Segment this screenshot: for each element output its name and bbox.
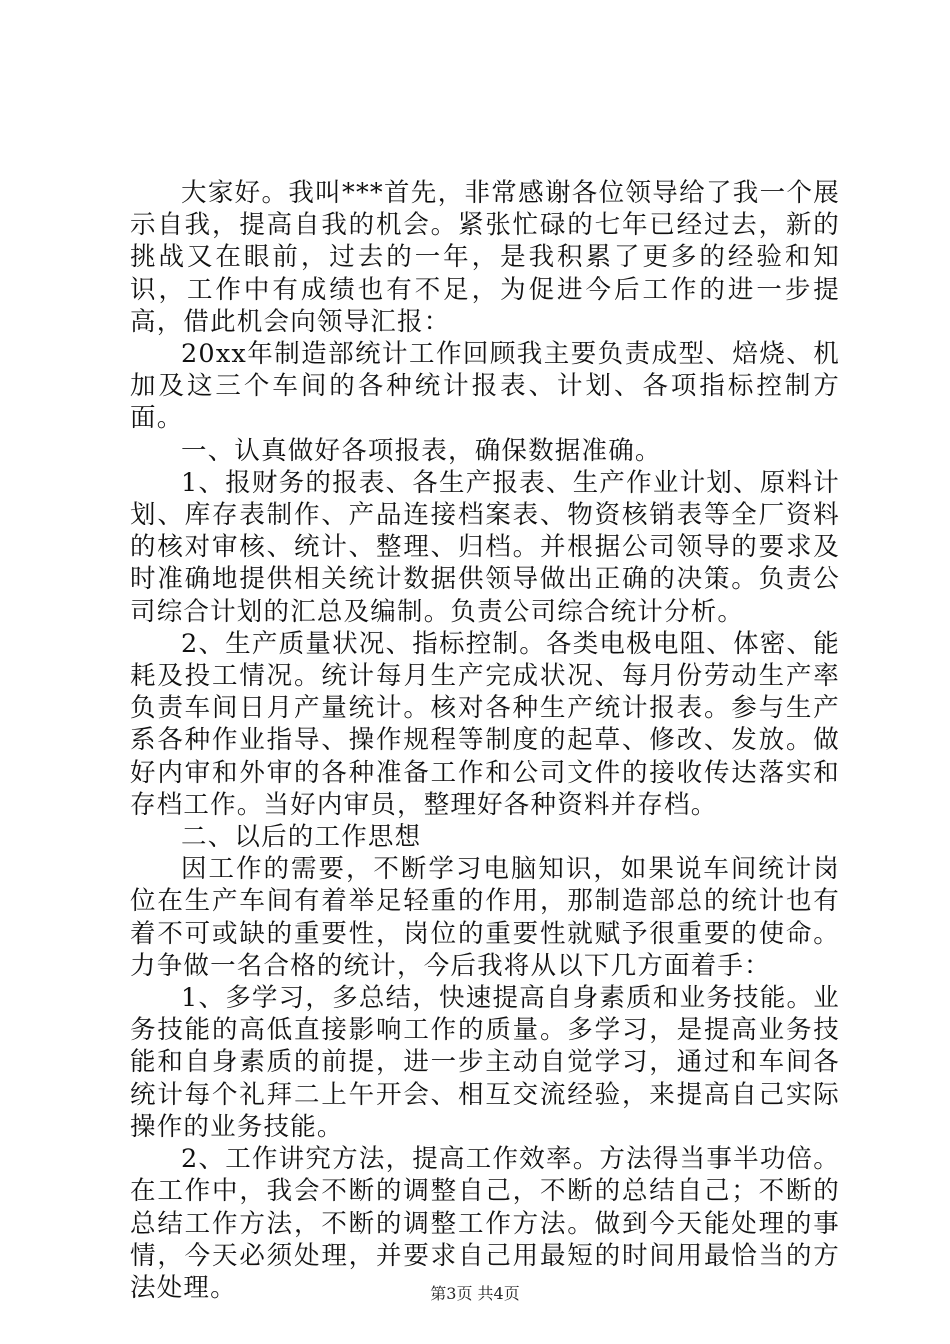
paragraph-greeting: 大家好。我叫***首先，非常感谢各位领导给了我一个展示自我，提高自我的机会。紧张忙碌的七年已经过去，新的挑战又在眼前，过去的一年，是我积累了更多的经验和知识，工作中有成绩也有不足，为促进今后工作的进一步提高，借此机会向领导汇报：: [130, 178, 840, 337]
page-number-footer: 第3页 共4页: [430, 1284, 520, 1303]
paragraph-item-2-1: 1、多学习，多总结，快速提高自身素质和业务技能。业务技能的高低直接影响工作的质量。多学习，是提高业务技能和自身素质的前提，进一步主动自觉学习，通过和车间各统计每个礼拜二上午开会、相互交流经验，来提高自己实际操作的业务技能。: [130, 983, 840, 1142]
paragraph-section-2-intro: 因工作的需要，不断学习电脑知识，如果说车间统计岗位在生产车间有着举足轻重的作用，那制造部总的统计也有着不可或缺的重要性，岗位的重要性就赋予很重要的使命。力争做一名合格的统计，今后我将从以下几方面着手：: [130, 854, 840, 981]
heading-section-1: 一、认真做好各项报表，确保数据准确。: [181, 435, 662, 466]
paragraph-item-1-2: 2、生产质量状况、指标控制。各类电极电阻、体密、能耗及投工情况。统计每月生产完成状况、每月份劳动生产率负责车间日月产量统计。核对各种生产统计报表。参与生产系各种作业指导、操作规程等制度的起草、修改、发放。做好内审和外审的各种准备工作和公司文件的接收传达落实和存档工作。当好内审员，整理好各种资料并存档。: [130, 628, 840, 820]
paragraph-item-1-1: 1、报财务的报表、各生产报表、生产作业计划、原料计划、库存表制作、产品连接档案表、物资核销表等全厂资料的核对审核、统计、整理、归档。并根据公司领导的要求及时准确地提供相关统计数据供领导做出正确的决策。负责公司综合计划的汇总及编制。负责公司综合统计分析。: [130, 467, 840, 627]
document-body: [130, 177, 840, 1304]
heading-section-2: 二、以后的工作思想: [181, 822, 422, 853]
paragraph-review: 20xx年制造部统计工作回顾我主要负责成型、焙烧、机加及这三个车间的各种统计报表、计划、各项指标控制方面。: [130, 339, 840, 434]
paragraph-item-2-2: 2、工作讲究方法，提高工作效率。方法得当事半功倍。在工作中，我会不断的调整自己，不断的总结自己；不断的总结工作方法，不断的调整工作方法。做到今天能处理的事情，今天必须处理，并要求自己用最短的时间用最恰当的方法处理。: [130, 1144, 840, 1303]
